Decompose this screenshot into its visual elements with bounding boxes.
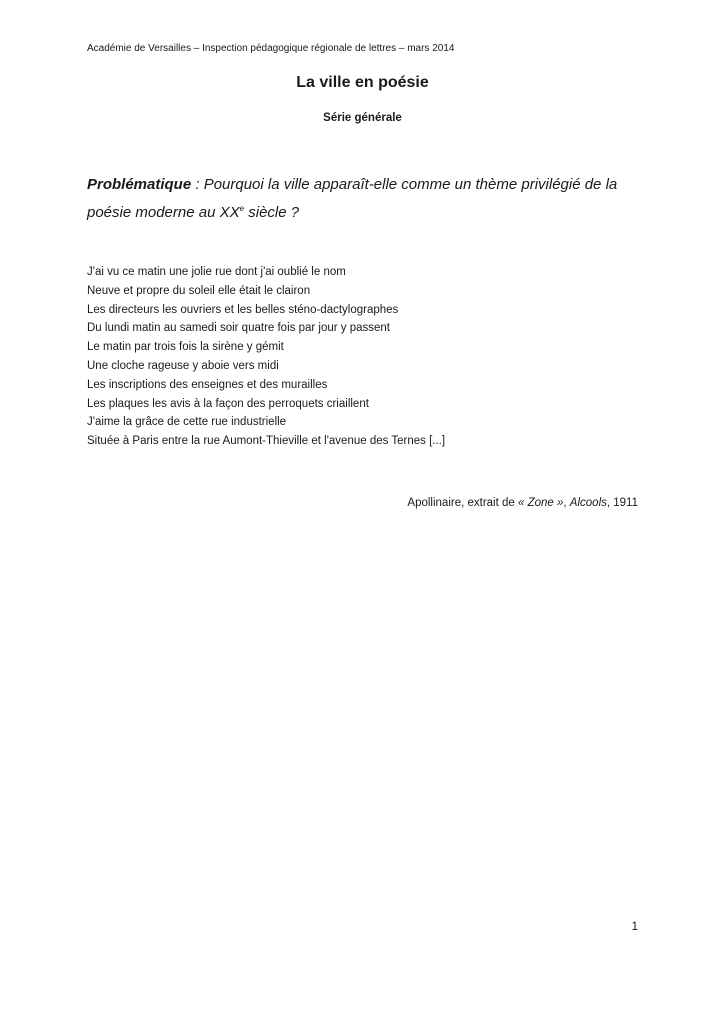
problematique-ending: siècle ? (244, 204, 300, 221)
document-subtitle: Série générale (323, 112, 402, 124)
problematique-paragraph (87, 171, 642, 227)
poem-line: Située à Paris entre la rue Aumont-Thieville et l'avenue des Ternes [...] (87, 435, 446, 448)
source-prefix: Apollinaire, extrait de (407, 497, 518, 509)
poem-source-citation (407, 494, 638, 512)
poem-line: Les plaques les avis à la façon des perroquets criaillent (87, 397, 369, 410)
century-superscript: e (239, 204, 245, 213)
problematique-text: : Pourquoi la ville apparaît-elle comme un thème privilégié de la poésie moderne au XX (87, 176, 618, 221)
source-separator: , (563, 497, 570, 509)
source-poem-title: « Zone » (518, 497, 564, 509)
poem-line: Les inscriptions des enseignes et des murailles (87, 378, 328, 391)
document-title: La ville en poésie (296, 74, 429, 91)
source-year: , 1911 (606, 497, 638, 509)
poem-line: Les directeurs les ouvriers et les belles sténo-dactylographes (87, 303, 399, 316)
poem-line: Le matin par trois fois la sirène y gémit (87, 341, 284, 354)
poem-line: Une cloche rageuse y aboie vers midi (87, 359, 279, 372)
page-number: 1 (631, 921, 638, 933)
problematique-label: Problématique (87, 176, 192, 193)
poem-line: J'ai vu ce matin une jolie rue dont j'ai oublié le nom (87, 266, 346, 278)
poem-excerpt (87, 263, 445, 451)
poem-line: Du lundi matin au samedi soir quatre fois par jour y passent (87, 322, 390, 335)
poem-line: Neuve et propre du soleil elle était le clairon (87, 284, 311, 297)
source-collection: Alcools (569, 497, 607, 509)
page-header: Académie de Versailles – Inspection pédagogique régionale de lettres – mars 2014 (87, 43, 455, 54)
poem-line: J'aime la grâce de cette rue industrielle (87, 416, 287, 429)
